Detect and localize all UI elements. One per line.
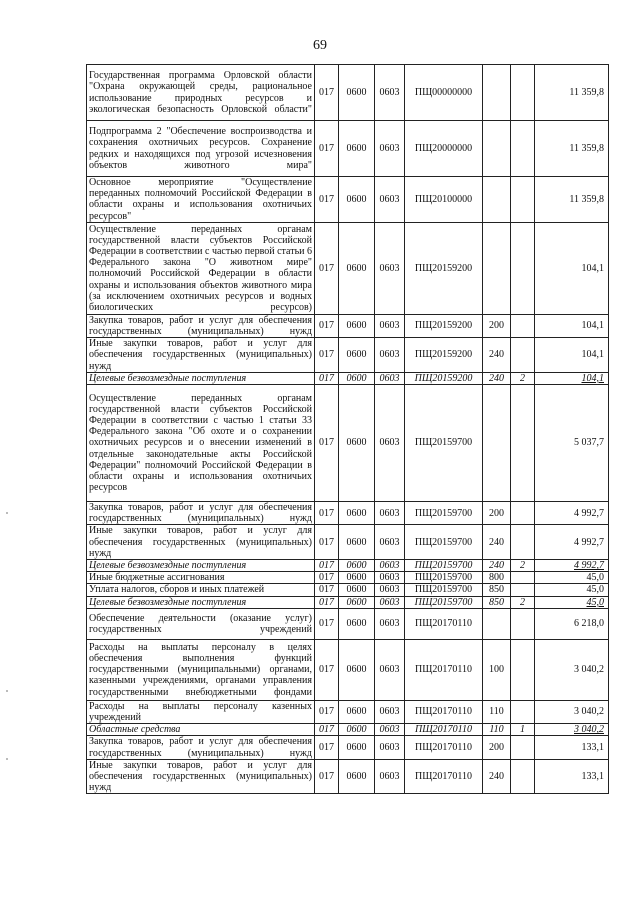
table-cell-target-article: ПЩ20159200 [405, 222, 483, 314]
table-cell-expense-type [483, 177, 511, 223]
table-cell-section: 0600 [339, 385, 375, 502]
table-cell-subsection: 0603 [375, 639, 405, 700]
table-cell-amount: 104,1 [535, 222, 609, 314]
table-cell-section: 0600 [339, 736, 375, 759]
table-cell-admin-code: 017 [315, 372, 339, 384]
table-cell-subsection: 0603 [375, 385, 405, 502]
table-cell-subsection: 0603 [375, 314, 405, 337]
table-row [87, 372, 609, 384]
table-cell-target-article: ПЩ20159700 [405, 560, 483, 572]
table-cell-funding-source [511, 502, 535, 525]
table-cell-subsection: 0603 [375, 525, 405, 560]
table-row [87, 572, 609, 584]
table-cell-expense-type [483, 385, 511, 502]
table-cell-admin-code: 017 [315, 385, 339, 502]
table-cell-amount: 4 992,7 [535, 560, 609, 572]
table-cell-funding-source [511, 736, 535, 759]
table-cell-funding-source [511, 608, 535, 639]
table-cell-amount: 3 040,2 [535, 700, 609, 723]
table-cell-amount: 45,0 [535, 596, 609, 608]
table-cell-funding-source [511, 700, 535, 723]
table-cell-target-article: ПЩ20159200 [405, 372, 483, 384]
table-cell-target-article: ПЩ20159700 [405, 385, 483, 502]
table-cell-amount: 45,0 [535, 584, 609, 596]
table-cell-target-article: ПЩ20159700 [405, 502, 483, 525]
table-row [87, 724, 609, 736]
table-cell-expense-type: 800 [483, 572, 511, 584]
table-cell-name: Целевые безвозмездные поступления [87, 560, 315, 572]
table-cell-section: 0600 [339, 372, 375, 384]
table-row [87, 502, 609, 525]
table-cell-expense-type: 850 [483, 584, 511, 596]
table-cell-amount: 3 040,2 [535, 724, 609, 736]
table-cell-subsection: 0603 [375, 724, 405, 736]
table-cell-target-article: ПЩ20170110 [405, 724, 483, 736]
table-row [87, 584, 609, 596]
table-row [87, 639, 609, 700]
table-cell-admin-code: 017 [315, 314, 339, 337]
table-cell-name: Государственная программа Орловской области "Охрана окружающей среды, рациональное использование природных ресурсов и экологическая безопасность Орловской области" [87, 65, 315, 121]
table-row [87, 338, 609, 373]
table-cell-name: Иные бюджетные ассигнования [87, 572, 315, 584]
table-cell-target-article: ПЩ00000000 [405, 65, 483, 121]
table-cell-amount: 11 359,8 [535, 65, 609, 121]
table-cell-admin-code: 017 [315, 222, 339, 314]
budget-table [86, 64, 609, 794]
table-cell-section: 0600 [339, 65, 375, 121]
table-cell-section: 0600 [339, 525, 375, 560]
table-cell-section: 0600 [339, 724, 375, 736]
table-cell-amount: 4 992,7 [535, 525, 609, 560]
table-cell-subsection: 0603 [375, 222, 405, 314]
table-cell-expense-type: 110 [483, 700, 511, 723]
table-cell-expense-type: 240 [483, 372, 511, 384]
table-cell-admin-code: 017 [315, 560, 339, 572]
table-cell-section: 0600 [339, 584, 375, 596]
table-cell-admin-code: 017 [315, 338, 339, 373]
table-cell-funding-source [511, 572, 535, 584]
table-cell-subsection: 0603 [375, 572, 405, 584]
table-cell-admin-code: 017 [315, 608, 339, 639]
table-row [87, 700, 609, 723]
table-cell-name: Иные закупки товаров, работ и услуг для обеспечения государственных (муниципальных) нужд [87, 338, 315, 373]
table-cell-section: 0600 [339, 560, 375, 572]
table-cell-expense-type: 100 [483, 639, 511, 700]
table-cell-funding-source [511, 177, 535, 223]
table-cell-name: Закупка товаров, работ и услуг для обеспечения государственных (муниципальных) нужд [87, 736, 315, 759]
table-cell-name: Осуществление переданных органам государственной власти субъектов Российской Федерации в соответствии с частью первой статьи 6 Федерального закона "О животном мире" полномочий Российской Федерации в области охраны и использования объектов животного мира (за исключением охотничьих ресурсов и водных биологических ресурсов) [87, 222, 315, 314]
table-cell-funding-source: 2 [511, 560, 535, 572]
table-cell-subsection: 0603 [375, 560, 405, 572]
table-row [87, 525, 609, 560]
table-cell-amount: 133,1 [535, 736, 609, 759]
table-cell-subsection: 0603 [375, 736, 405, 759]
table-cell-target-article: ПЩ20159200 [405, 314, 483, 337]
table-cell-name: Осуществление переданных органам государственной власти субъектов Российской Федерации в соответствии с частью 1 статьи 33 Федерального закона "Об охоте и о сохранении охотничьих ресурсов и о внесении изменений в отдельные законодательные акты Российской Федерации" полномочий Российской Федерации в области охраны и использования охотничьих ресурсов [87, 385, 315, 502]
table-cell-target-article: ПЩ20170110 [405, 608, 483, 639]
table-cell-expense-type: 240 [483, 338, 511, 373]
table-cell-section: 0600 [339, 572, 375, 584]
table-cell-expense-type: 200 [483, 502, 511, 525]
table-cell-section: 0600 [339, 596, 375, 608]
table-cell-amount: 104,1 [535, 314, 609, 337]
table-cell-expense-type: 200 [483, 314, 511, 337]
table-cell-subsection: 0603 [375, 65, 405, 121]
margin-mark [6, 512, 8, 514]
table-cell-name: Расходы на выплаты персоналу в целях обеспечения выполнения функций государственными (муниципальными) органами, казенными учреждениями, органами управления государственными внебюджетными фондами [87, 639, 315, 700]
table-cell-target-article: ПЩ20170110 [405, 639, 483, 700]
table-cell-name: Целевые безвозмездные поступления [87, 372, 315, 384]
margin-mark [6, 690, 8, 692]
table-cell-expense-type [483, 222, 511, 314]
table-body [87, 65, 609, 794]
table-row [87, 314, 609, 337]
table-cell-funding-source [511, 639, 535, 700]
table-cell-admin-code: 017 [315, 177, 339, 223]
table-cell-subsection: 0603 [375, 584, 405, 596]
table-cell-funding-source: 2 [511, 372, 535, 384]
table-row [87, 596, 609, 608]
table-cell-admin-code: 017 [315, 584, 339, 596]
table-cell-target-article: ПЩ20170110 [405, 736, 483, 759]
table-cell-admin-code: 017 [315, 700, 339, 723]
table-cell-name: Уплата налогов, сборов и иных платежей [87, 584, 315, 596]
table-cell-expense-type: 110 [483, 724, 511, 736]
table-cell-section: 0600 [339, 608, 375, 639]
table-cell-subsection: 0603 [375, 177, 405, 223]
table-cell-name: Основное мероприятие "Осуществление переданных полномочий Российской Федерации в области охраны и использования охотничьих ресурсов" [87, 177, 315, 223]
table-cell-name: Областные средства [87, 724, 315, 736]
table-cell-name: Расходы на выплаты персоналу казенных учреждений [87, 700, 315, 723]
table-cell-amount: 133,1 [535, 759, 609, 794]
table-cell-section: 0600 [339, 759, 375, 794]
table-row [87, 385, 609, 502]
table-cell-funding-source [511, 525, 535, 560]
table-row [87, 608, 609, 639]
table-cell-target-article: ПЩ20159200 [405, 338, 483, 373]
table-cell-funding-source [511, 338, 535, 373]
table-cell-name: Подпрограмма 2 "Обеспечение воспроизводства и сохранения охотничьих ресурсов. Сохранение редких и находящихся под угрозой исчезновения объектов животного мира" [87, 121, 315, 177]
table-cell-amount: 4 992,7 [535, 502, 609, 525]
table-cell-expense-type: 850 [483, 596, 511, 608]
table-cell-amount: 45,0 [535, 572, 609, 584]
table-cell-target-article: ПЩ20159700 [405, 584, 483, 596]
table-cell-funding-source [511, 222, 535, 314]
table-cell-target-article: ПЩ20170110 [405, 700, 483, 723]
table-cell-funding-source [511, 584, 535, 596]
table-cell-expense-type: 240 [483, 560, 511, 572]
table-row [87, 121, 609, 177]
table-row [87, 65, 609, 121]
table-cell-section: 0600 [339, 338, 375, 373]
table-cell-amount: 11 359,8 [535, 121, 609, 177]
table-cell-subsection: 0603 [375, 338, 405, 373]
table-cell-subsection: 0603 [375, 608, 405, 639]
table-cell-name: Целевые безвозмездные поступления [87, 596, 315, 608]
table-cell-admin-code: 017 [315, 121, 339, 177]
table-cell-name: Закупка товаров, работ и услуг для обеспечения государственных (муниципальных) нужд [87, 314, 315, 337]
table-cell-funding-source [511, 314, 535, 337]
table-row [87, 736, 609, 759]
table-cell-amount: 3 040,2 [535, 639, 609, 700]
table-cell-subsection: 0603 [375, 372, 405, 384]
table-cell-funding-source [511, 121, 535, 177]
table-cell-admin-code: 017 [315, 572, 339, 584]
table-cell-target-article: ПЩ20100000 [405, 177, 483, 223]
table-cell-admin-code: 017 [315, 596, 339, 608]
table-cell-section: 0600 [339, 222, 375, 314]
table-cell-section: 0600 [339, 121, 375, 177]
table-cell-subsection: 0603 [375, 759, 405, 794]
table-cell-target-article: ПЩ20170110 [405, 759, 483, 794]
table-cell-expense-type [483, 121, 511, 177]
table-cell-admin-code: 017 [315, 502, 339, 525]
table-cell-name: Иные закупки товаров, работ и услуг для обеспечения государственных (муниципальных) нужд [87, 759, 315, 794]
table-row [87, 759, 609, 794]
table-cell-section: 0600 [339, 177, 375, 223]
table-row [87, 177, 609, 223]
table-cell-name: Иные закупки товаров, работ и услуг для обеспечения государственных (муниципальных) нужд [87, 525, 315, 560]
table-cell-subsection: 0603 [375, 700, 405, 723]
table-cell-target-article: ПЩ20159700 [405, 525, 483, 560]
table-cell-expense-type [483, 608, 511, 639]
table-cell-admin-code: 017 [315, 736, 339, 759]
table-cell-amount: 6 218,0 [535, 608, 609, 639]
table-cell-target-article: ПЩ20159700 [405, 596, 483, 608]
table-cell-funding-source: 1 [511, 724, 535, 736]
table-cell-name: Закупка товаров, работ и услуг для обеспечения государственных (муниципальных) нужд [87, 502, 315, 525]
table-cell-funding-source [511, 385, 535, 502]
table-cell-funding-source [511, 65, 535, 121]
table-cell-section: 0600 [339, 639, 375, 700]
table-cell-expense-type [483, 65, 511, 121]
table-cell-expense-type: 240 [483, 759, 511, 794]
table-cell-target-article: ПЩ20159700 [405, 572, 483, 584]
table-cell-subsection: 0603 [375, 596, 405, 608]
table-cell-admin-code: 017 [315, 65, 339, 121]
table-cell-section: 0600 [339, 502, 375, 525]
table-cell-subsection: 0603 [375, 502, 405, 525]
table-cell-admin-code: 017 [315, 639, 339, 700]
table-cell-expense-type: 200 [483, 736, 511, 759]
table-cell-admin-code: 017 [315, 525, 339, 560]
table-cell-section: 0600 [339, 314, 375, 337]
table-cell-admin-code: 017 [315, 724, 339, 736]
table-cell-amount: 104,1 [535, 338, 609, 373]
table-row [87, 222, 609, 314]
table-cell-target-article: ПЩ20000000 [405, 121, 483, 177]
margin-mark [6, 758, 8, 760]
table-cell-amount: 5 037,7 [535, 385, 609, 502]
table-cell-amount: 11 359,8 [535, 177, 609, 223]
table-row [87, 560, 609, 572]
table-cell-expense-type: 240 [483, 525, 511, 560]
table-cell-admin-code: 017 [315, 759, 339, 794]
table-cell-name: Обеспечение деятельности (оказание услуг) государственных учреждений [87, 608, 315, 639]
table-cell-subsection: 0603 [375, 121, 405, 177]
page-number: 69 [313, 38, 327, 53]
table-cell-section: 0600 [339, 700, 375, 723]
table-cell-funding-source [511, 759, 535, 794]
table-cell-funding-source: 2 [511, 596, 535, 608]
table-cell-amount: 104,1 [535, 372, 609, 384]
